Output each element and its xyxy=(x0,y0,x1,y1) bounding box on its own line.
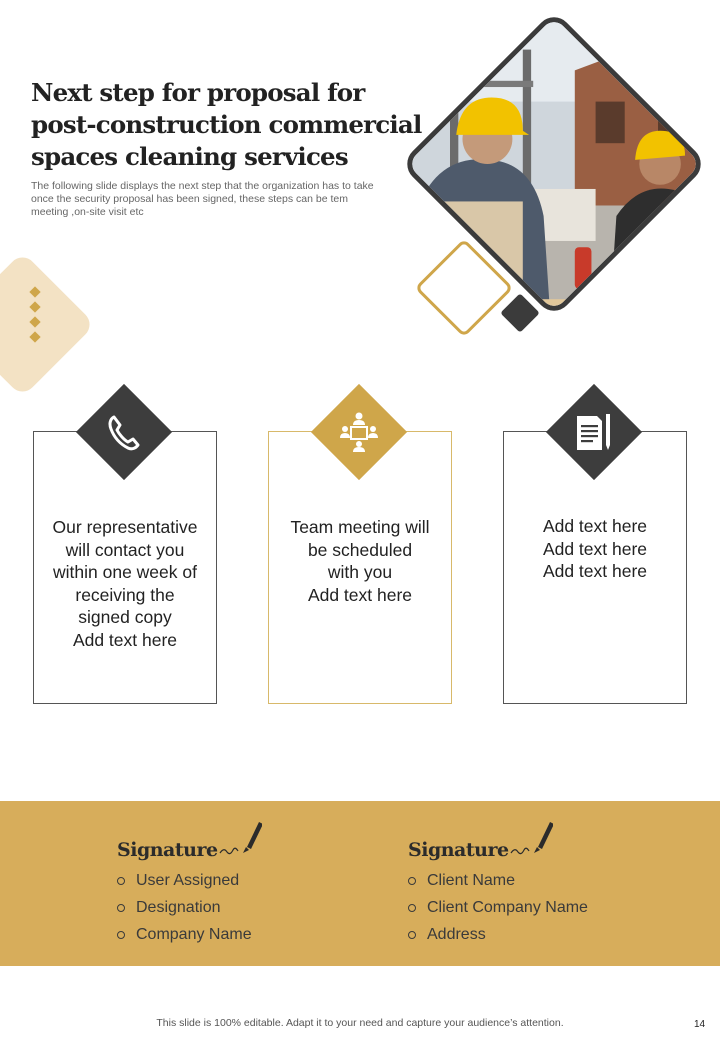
signature-title: Signature xyxy=(408,839,509,861)
signature-list-right xyxy=(408,871,588,952)
beige-decor-diamond xyxy=(0,252,95,398)
bullet-circle-icon xyxy=(408,931,416,939)
page-title: Next step for proposal for post-construction commercial spaces cleaning services xyxy=(31,78,422,171)
signature-pen-icon xyxy=(507,817,553,857)
bullet-circle-icon xyxy=(117,931,125,939)
signature-item: User Assigned xyxy=(117,871,252,898)
footer-note: This slide is 100% editable. Adapt it to your need and capture your audience’s attention. xyxy=(156,1017,564,1029)
page-number: 14 xyxy=(694,1019,706,1030)
bullet-circle-icon xyxy=(408,877,416,885)
signature-item: Client Name xyxy=(408,871,588,898)
signature-list-left xyxy=(117,871,252,952)
step-text: Our representative will contact you within one week of receiving the signed copy Add text here xyxy=(52,517,198,650)
document-pen-icon xyxy=(567,405,621,459)
step-text: Team meeting will be scheduled with you Add text here xyxy=(290,517,430,605)
bullet-circle-icon xyxy=(117,904,125,912)
meeting-icon xyxy=(332,405,386,459)
signature-band xyxy=(0,801,720,966)
signature-title: Signature xyxy=(117,839,218,861)
signature-item: Designation xyxy=(117,898,252,925)
phone-icon xyxy=(97,405,151,459)
signature-item: Address xyxy=(408,925,588,952)
bullet-circle-icon xyxy=(408,904,416,912)
dark-small-diamond xyxy=(500,293,540,333)
bullet-circle-icon xyxy=(117,877,125,885)
signature-item: Client Company Name xyxy=(408,898,588,925)
step-text: Add text here Add text here Add text here xyxy=(542,516,648,581)
page-subtitle: The following slide displays the next step that the organization has to take once the security proposal has been signed, these steps can be tem meeting ,on-site visit etc xyxy=(31,180,374,218)
signature-pen-icon xyxy=(216,817,262,857)
signature-item: Company Name xyxy=(117,925,252,952)
